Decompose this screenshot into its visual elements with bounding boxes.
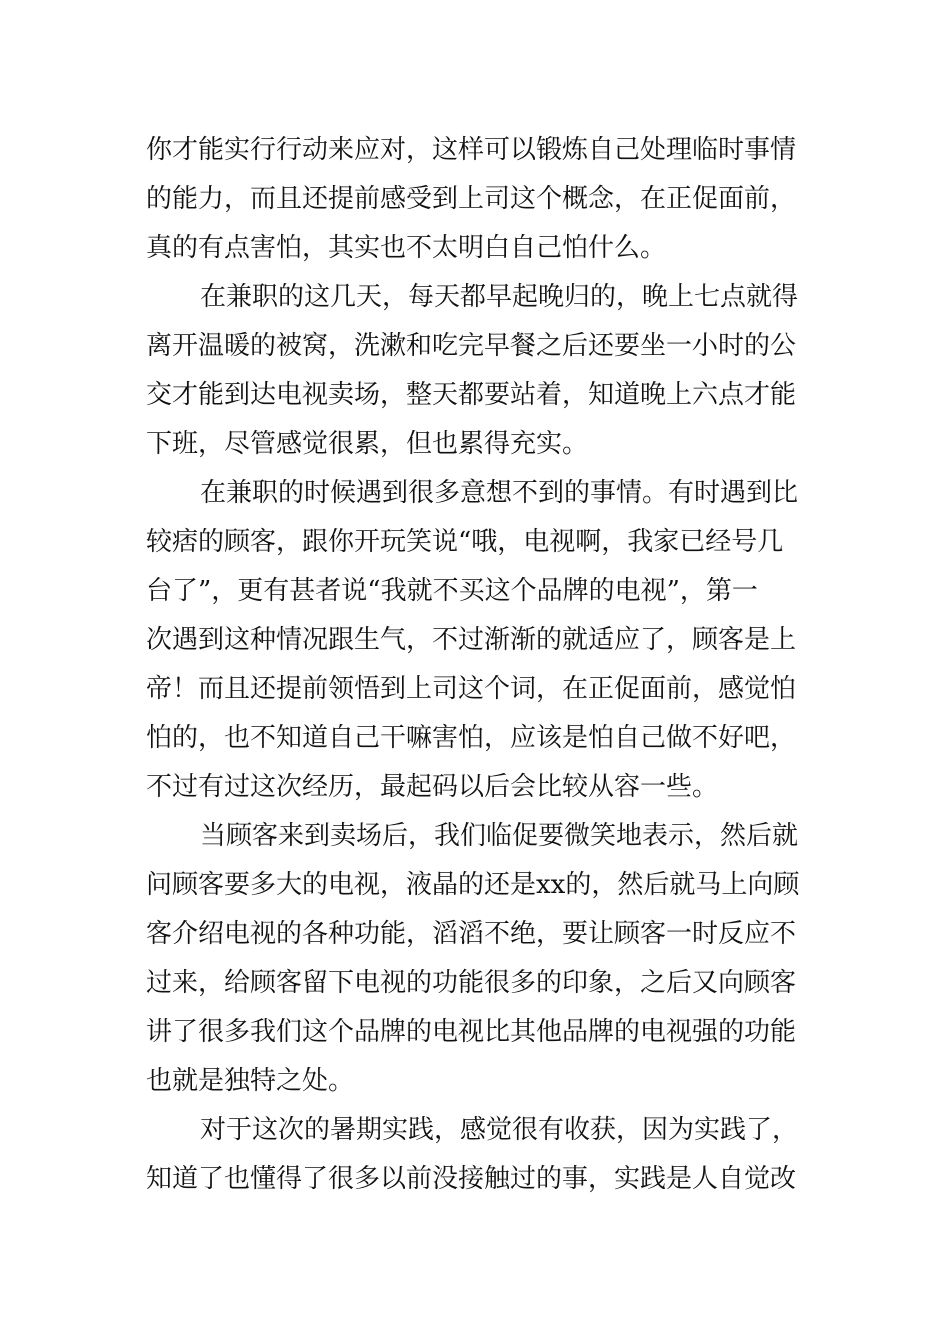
paragraph-first-line: 在兼职的这几天，每天都早起晚归的，晚上七点就得	[200, 282, 799, 312]
text-line: 的能力，而且还提前感受到上司这个概念，在正促面前，	[146, 184, 797, 214]
document-body	[146, 126, 806, 1204]
text-line: 客介绍电视的各种功能，滔滔不绝，要让顾客一时反应不	[146, 919, 797, 949]
text-line: 交才能到达电视卖场，整天都要站着，知道晚上六点才能	[146, 380, 797, 410]
text-line: 离开温暖的被窝，洗漱和吃完早餐之后还要坐一小时的公	[146, 331, 797, 361]
text-line: 也就是独特之处。	[146, 1066, 355, 1096]
text-line: 帝！而且还提前领悟到上司这个词，在正促面前，感觉怕	[146, 674, 797, 704]
text-line: 过来，给顾客留下电视的功能很多的印象，之后又向顾客	[146, 968, 797, 998]
text-line: 你才能实行行动来应对，这样可以锻炼自己处理临时事情	[146, 135, 797, 165]
text-line: 较痞的顾客，跟你开玩笑说“哦，电视啊，我家已经号几	[146, 527, 784, 557]
text-line: 真的有点害怕，其实也不太明白自己怕什么。	[146, 233, 667, 263]
text-line: 问顾客要多大的电视，液晶的还是xx的，然后就马上向顾	[146, 870, 800, 900]
text-line: 怕的，也不知道自己干嘛害怕，应该是怕自己做不好吧，	[146, 723, 797, 753]
paragraph-first-line: 在兼职的时候遇到很多意想不到的事情。有时遇到比	[200, 478, 799, 508]
paragraph-first-line: 对于这次的暑期实践，感觉很有收获，因为实践了，	[200, 1115, 799, 1145]
text-line: 讲了很多我们这个品牌的电视比其他品牌的电视强的功能	[146, 1017, 797, 1047]
text-line: 台了”，更有甚者说“我就不买这个品牌的电视”，第一	[146, 576, 758, 606]
paragraph-first-line: 当顾客来到卖场后，我们临促要微笑地表示，然后就	[200, 821, 799, 851]
text-line: 知道了也懂得了很多以前没接触过的事，实践是人自觉改	[146, 1164, 797, 1194]
text-line: 不过有过这次经历，最起码以后会比较从容一些。	[146, 772, 719, 802]
text-line: 次遇到这种情况跟生气，不过渐渐的就适应了，顾客是上	[146, 625, 797, 655]
text-line: 下班，尽管感觉很累，但也累得充实。	[146, 429, 589, 459]
